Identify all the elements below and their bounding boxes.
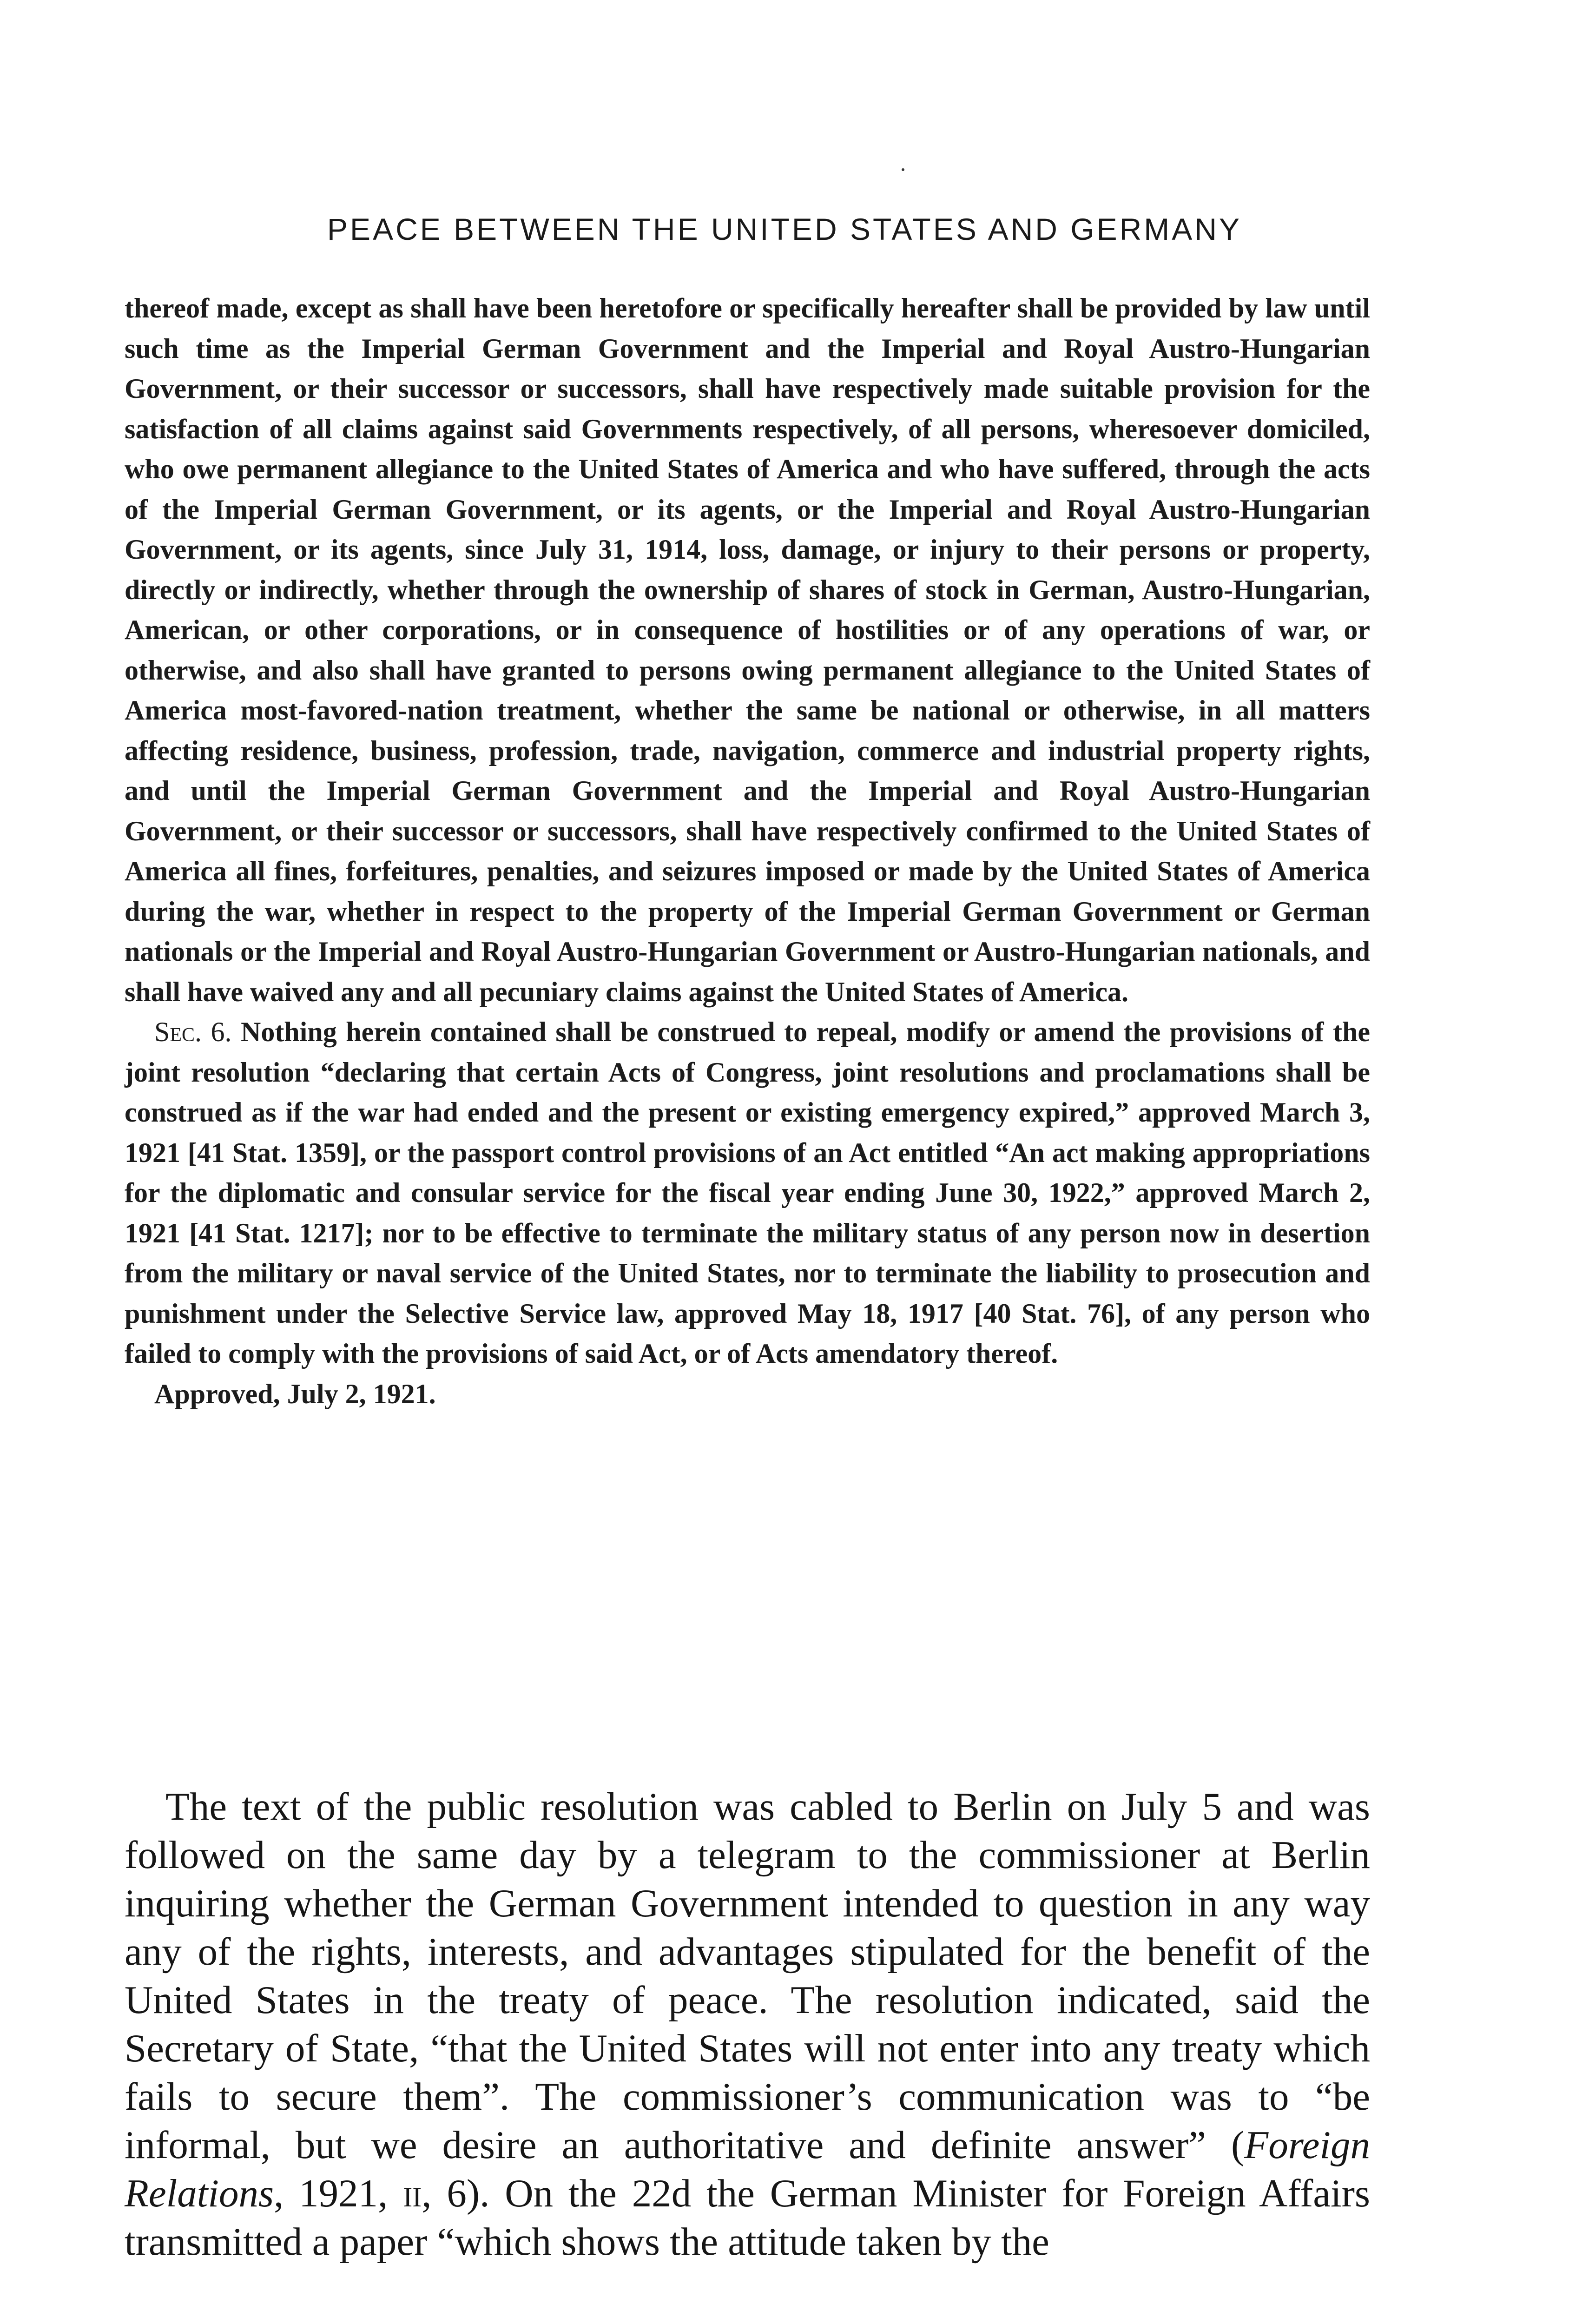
section-6-paragraph — [125, 1012, 1370, 1374]
approval-line — [125, 1374, 1370, 1414]
citation-page: , 6). — [422, 2172, 490, 2215]
citation-title: Foreign Relations — [125, 2123, 1370, 2215]
narrative-paragraph — [125, 1783, 1370, 2266]
narrative-text-block — [125, 1783, 1370, 2266]
narrative-part-2: On the 22d the German Minister for Foreign Affairs transmitted a paper “which shows the attitude taken by the — [125, 2172, 1371, 2264]
statute-paragraph: thereof made, except as shall have been heretofore or specifically hereafter shall be provided by law until such time as the Imperial German Government and the Imperial and Royal Austro-Hungarian Government, or their successor or successors, shall have respectively made suitable provision for the satisfaction of all claims against said Governments respectively, of all persons, wheresoever domiciled, who owe permanent allegiance to the United States of America and who have suffered, through the acts of the Imperial German Government, or its agents, or the Imperial and Royal Austro-Hungarian Government, or its agents, since July 31, 1914, loss, damage, or injury to their persons or property, directly or indirectly, whether through the ownership of shares of stock in German, Austro-Hungarian, American, or other corporations, or in consequence of hostilities or of any operations of war, or otherwise, and also shall have granted to persons owing permanent allegiance to the United States of America most-favored-nation treatment, whether the same be national or otherwise, in all matters affecting residence, business, profession, trade, navigation, commerce and industrial property rights, and until the Imperial German Government and the Imperial and Royal Austro-Hungarian Government, or their successor or successors, shall have respectively confirmed to the United States of America all fines, forfeitures, penalties, and seizures imposed or made by the United States of America during the war, whether in respect to the property of the Imperial German Government or German nationals or the Imperial and Royal Austro-Hungarian Government or Austro-Hungarian nationals, and shall have waived any and all pecuniary claims against the United States of America. — [125, 293, 1370, 1007]
section-6-text: Nothing herein contained shall be construed to repeal, modify or amend the provisions of the joint resolution “declaring that certain Acts of Congress, joint resolutions and proclamations shall be construed as if the war had ended and the present or existing emergency expired,” approved March 3, 1921 [41 Stat. 1359], or the passport control provisions of an Act entitled “An act making appropriations for the diplomatic and consular service for the fiscal year ending June 30, 1922,” approved March 2, 1921 [41 Stat. 1217]; nor to be effective to terminate the military status of any person now in desertion from the military or naval service of the United States, nor to terminate the liability to prosecution and punishment under the Selective Service law, approved May 18, 1917 [40 Stat. 76], of any person who failed to comply with the provisions of said Act, or of Acts amendatory thereof. — [125, 1017, 1370, 1369]
section-6-label: Sec. 6. — [154, 1017, 232, 1047]
citation-year: , 1921, — [274, 2172, 403, 2215]
citation-volume: ii — [403, 2172, 422, 2215]
running-head: PEACE BETWEEN THE UNITED STATES AND GERMANY — [327, 212, 1242, 246]
statute-text-block — [125, 288, 1370, 1414]
scan-speck — [902, 168, 904, 171]
narrative-part-1: The text of the public resolution was cabled to Berlin on July 5 and was followed on the same day by a telegram to the commissioner at Berlin inquiring whether the German Government intended to question in any way any of the rights, interests, and advantages stipulated for the benefit of the United States in the treaty of peace. The resolution indicated, said the Secretary of State, “that the United States will not enter into any treaty which fails to secure them”. The commissioner’s communication was to “be informal, but we desire an authoritative and definite answer” ( — [125, 1785, 1370, 2167]
approval-text: Approved, July 2, 1921. — [154, 1378, 436, 1409]
